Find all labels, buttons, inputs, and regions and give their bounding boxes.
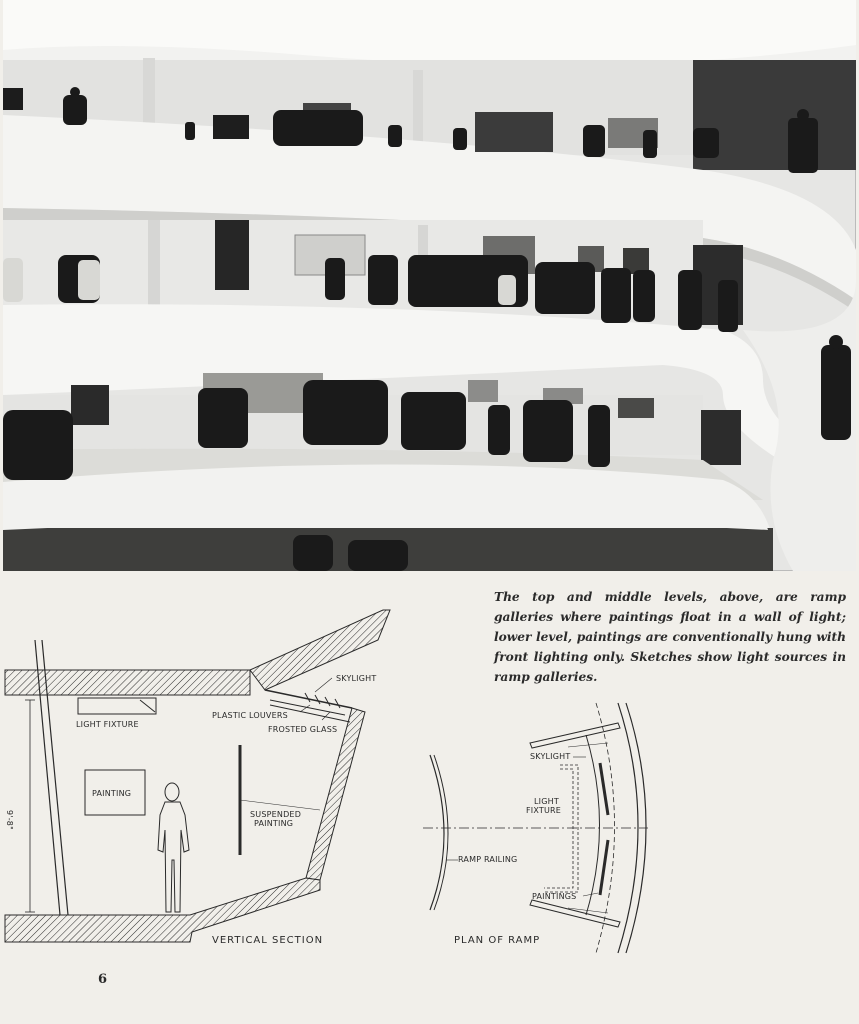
plan-of-ramp-sketch <box>418 695 663 960</box>
label-skylight: SKYLIGHT <box>336 674 377 683</box>
human-figure <box>158 783 189 912</box>
label-suspended: SUSPENDED <box>250 810 302 819</box>
vertical-section-title: VERTICAL SECTION <box>212 935 324 946</box>
label-light-fixture: LIGHT FIXTURE <box>76 720 139 729</box>
label-painting: PAINTING <box>92 789 132 798</box>
floor-slab <box>5 878 320 942</box>
vertical-section-sketch <box>0 600 400 960</box>
label-plan-skylight: SKYLIGHT <box>530 752 571 761</box>
page-number: 6 <box>98 972 108 987</box>
label-suspended-painting: PAINTING <box>254 819 294 828</box>
ceiling-slab <box>5 670 250 695</box>
gallery-photograph <box>3 0 856 571</box>
label-ramp-railing: RAMP RAILING <box>458 855 518 864</box>
plan-of-ramp-title: PLAN OF RAMP <box>454 935 541 946</box>
label-plan-light: LIGHT <box>534 797 559 806</box>
label-frosted-glass: FROSTED GLASS <box>268 725 338 734</box>
label-plastic-louvers: PLASTIC LOUVERS <box>212 711 288 720</box>
label-dimension: 9'-8" <box>5 810 14 830</box>
photo-caption: The top and middle levels, above, are ramp galleries where paintings float in a wall of light; lower level, paintings are conventionally hung with front lighting only. Sketches show light sources in ramp galleries. <box>494 590 846 684</box>
label-plan-fixture: FIXTURE <box>526 806 562 815</box>
label-plan-paintings: PAINTINGS <box>532 892 577 901</box>
